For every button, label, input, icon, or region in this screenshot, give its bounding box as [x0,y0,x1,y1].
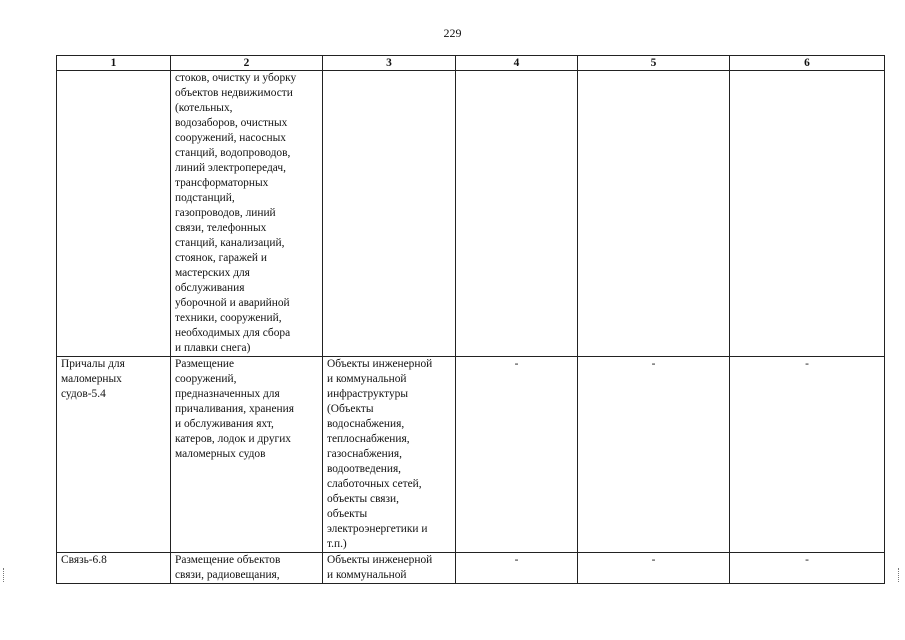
column-header: 3 [323,56,456,71]
table-row [57,553,885,584]
page-number: 229 [443,26,462,40]
table-row [57,71,885,357]
table-cell [578,71,730,357]
table-cell: Объекты инженерной и коммунальной инфраструктуры (Объекты водоснабжения, теплоснабжения, газоснабжения, водоотведения, слаботочных сетей, объекты связи, объекты электроэнергетики и т.п.) [323,357,456,553]
column-header: 2 [171,56,323,71]
table-cell: Связь-6.8 [57,553,171,584]
column-header: 1 [57,56,171,71]
table-row [57,357,885,553]
zoning-table [56,55,885,584]
table-cell [456,71,578,357]
table-cell: - [730,357,885,553]
scan-edge-mark [898,568,901,582]
table-cell: Размещение объектов связи, радиовещания, [171,553,323,584]
table-cell: - [730,553,885,584]
table-cell: Размещение сооружений, предназначенных для причаливания, хранения и обслуживания яхт, катеров, лодок и других маломерных судов [171,357,323,553]
column-header: 4 [456,56,578,71]
column-header: 5 [578,56,730,71]
table-cell [57,71,171,357]
table-cell: Причалы для маломерных судов-5.4 [57,357,171,553]
table-cell: - [578,553,730,584]
table-header-row [57,56,885,71]
table-cell: - [456,357,578,553]
table-cell [730,71,885,357]
scan-edge-mark [3,568,6,582]
column-header: 6 [730,56,885,71]
table-cell: стоков, очистку и уборку объектов недвижимости (котельных, водозаборов, очистных сооружений, насосных станций, водопроводов, линий электропередач, трансформаторных подстанций, газопроводов, линий связи, телефонных станций, канализаций, стоянок, гаражей и мастерских для обслуживания уборочной и аварийной техники, сооружений, необходимых для сбора и плавки снега) [171,71,323,357]
table-cell: - [578,357,730,553]
table-cell: Объекты инженерной и коммунальной [323,553,456,584]
table-cell [323,71,456,357]
table-cell: - [456,553,578,584]
